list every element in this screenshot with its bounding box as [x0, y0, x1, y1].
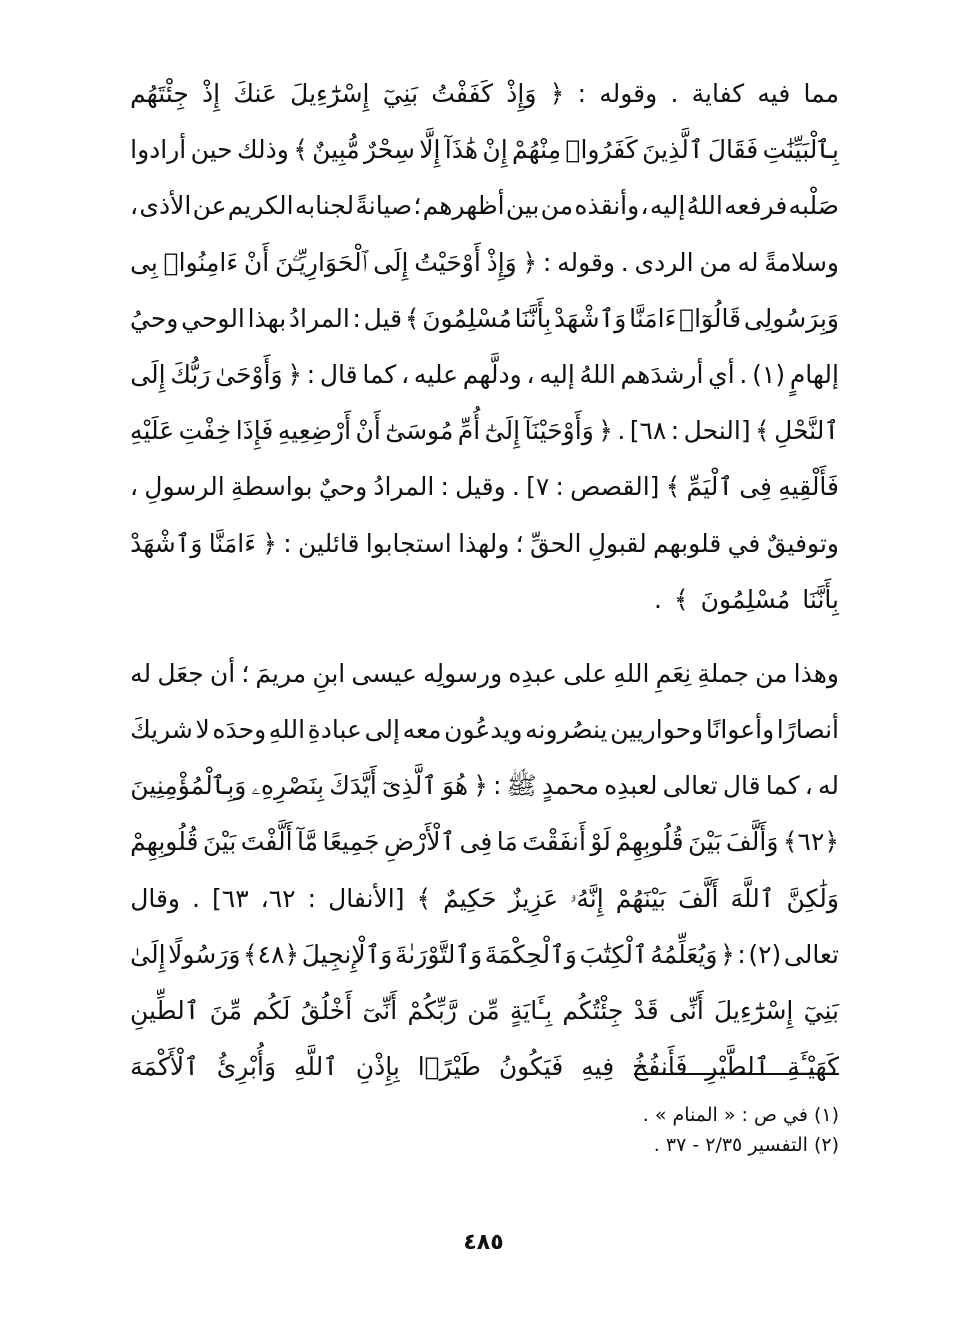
- paragraph: [130, 66, 839, 628]
- text-line: صَلْبه فرفعه اللهُ إليه ، وأنقذه من بين أظهرهم ؛ صيانةً لجنابه الكريم عن الأذى ،: [130, 191, 839, 221]
- text-line: له ، كما قال تعالى لعبدِه محمدٍ ﷺ : ﴿ هُوَ ٱلَّذِىٓ أَيَّدَكَ بِنَصْرِهِۦ وَبِٱلْمُؤْمِنِينَ: [130, 771, 839, 801]
- text-line: وهذا من جملةِ نِعَمِ اللهِ على عبدِه ورسولِه عيسى ابنِ مريمَ ؛ أن جعَل له: [130, 658, 839, 688]
- paragraph: [130, 646, 839, 1096]
- text-line: كَهَيْـَٔةِ ٱلطَّيْرِ فَأَنفُخُ فِيهِ فَيَكُونُ طَيْرًۢا بِإِذْنِ ٱللَّهِ وَأُبْرِئُ ٱلْأَكْمَهَ: [130, 1052, 839, 1082]
- footnote-separator: [634, 1073, 839, 1075]
- paragraph-gap: [130, 628, 839, 646]
- text-line: بَنِيٓ إِسْرَٰٓءِيلَ أَنِّى قَدْ جِئْتُكُم بِـَٔايَةٍ مِّن رَّبِّكُمْ أَنِّىٓ أَخْلُقُ لَكُم مِّنَ ٱلطِّينِ: [130, 996, 839, 1025]
- text-line: وسلامةً له من الردى . وقوله : ﴿ وَإِذْ أَوْحَيْتُ إِلَى ٱلْحَوَارِيِّـۧنَ أَنْ ءَامِنُوا۟ بِى: [130, 247, 839, 277]
- text-line: بِأَنَّنَا مُسْلِمُونَ ﴾ .: [653, 584, 839, 614]
- footnotes: [643, 1100, 839, 1160]
- text-line: وَبِرَسُولِى قَالُوٓا۟ ءَامَنَّا وَٱشْهَدْ بِأَنَّنَا مُسْلِمُونَ ﴾ قيل : المرادُ بهذا الوحي وحيُ: [130, 303, 839, 333]
- footnote: (١) في ص : « المنام » .: [642, 1104, 839, 1126]
- text-line: مما فيه كفاية . وقوله : ﴿ وَإِذْ كَفَفْتُ بَنِيٓ إِسْرَٰٓءِيلَ عَنكَ إِذْ جِئْتَهُم: [130, 79, 839, 108]
- text-line: ﴿٦٢﴾ وَأَلَّفَ بَيْنَ قُلُوبِهِمْ لَوْ أَنفَقْتَ مَا فِى ٱلْأَرْضِ جَمِيعًا مَّآ أَلَّفْتَ بَيْنَ قُلُوبِهِمْ: [130, 827, 839, 857]
- main-text-body: [130, 66, 839, 1095]
- text-line: ٱلنَّحْلِ ﴾ [النحل : ٦٨] . ﴿ وَأَوْحَيْنَآ إِلَىٰٓ أُمِّ مُوسَىٰٓ أَنْ أَرْضِعِيهِ فَإِذَا خِفْتِ عَلَيْهِ: [130, 416, 839, 446]
- text-line: فَأَلْقِيهِ فِى ٱلْيَمِّ ﴾ [القصص : ٧] . وقيل : المرادُ وحيٌ بواسطةِ الرسولِ ،: [130, 472, 839, 502]
- text-line: تعالى (٢) : ﴿ وَيُعَلِّمُهُ ٱلْكِتَٰبَ وَٱلْحِكْمَةَ وَٱلتَّوْرَىٰةَ وَٱلْإِنجِيلَ ﴿٤٨﴾ وَرَسُولًا إِلَىٰ: [130, 939, 839, 969]
- text-line: أنصارًا وأعوانًا وحواريين ينصُرونه ويدعُون معه إلى عبادةِ اللهِ وحدَه لا شريكَ: [130, 715, 839, 745]
- page-number: ٤٨٥: [463, 1230, 504, 1255]
- text-line: وتوفيقٌ في قلوبهم لقبولِ الحقِّ ؛ ولهذا استجابوا قائلين : ﴿ ءَامَنَّا وَٱشْهَدْ: [130, 528, 839, 558]
- text-line: إلهامٍ (١) . أي أرشدَهم اللهُ إليه ، ودلَّهم عليه ، كما قال : ﴿ وَأَوْحَىٰ رَبُّكَ إِلَى: [130, 359, 839, 389]
- footnote: (٢) التفسير ٢/٣٥ - ٣٧ .: [653, 1134, 839, 1156]
- text-line: وَلَٰكِنَّ ٱللَّهَ أَلَّفَ بَيْنَهُمْ إِنَّهُۥ عَزِيزٌ حَكِيمٌ ﴾ [الأنفال : ٦٢، ٦٣] . وقال: [130, 883, 839, 913]
- text-line: بِٱلْبَيِّنَٰتِ فَقَالَ ٱلَّذِينَ كَفَرُوا۟ مِنْهُمْ إِنْ هَٰذَآ إِلَّا سِحْرٌ مُّبِينٌ ﴾ وذلك حين أرادوا: [130, 135, 839, 165]
